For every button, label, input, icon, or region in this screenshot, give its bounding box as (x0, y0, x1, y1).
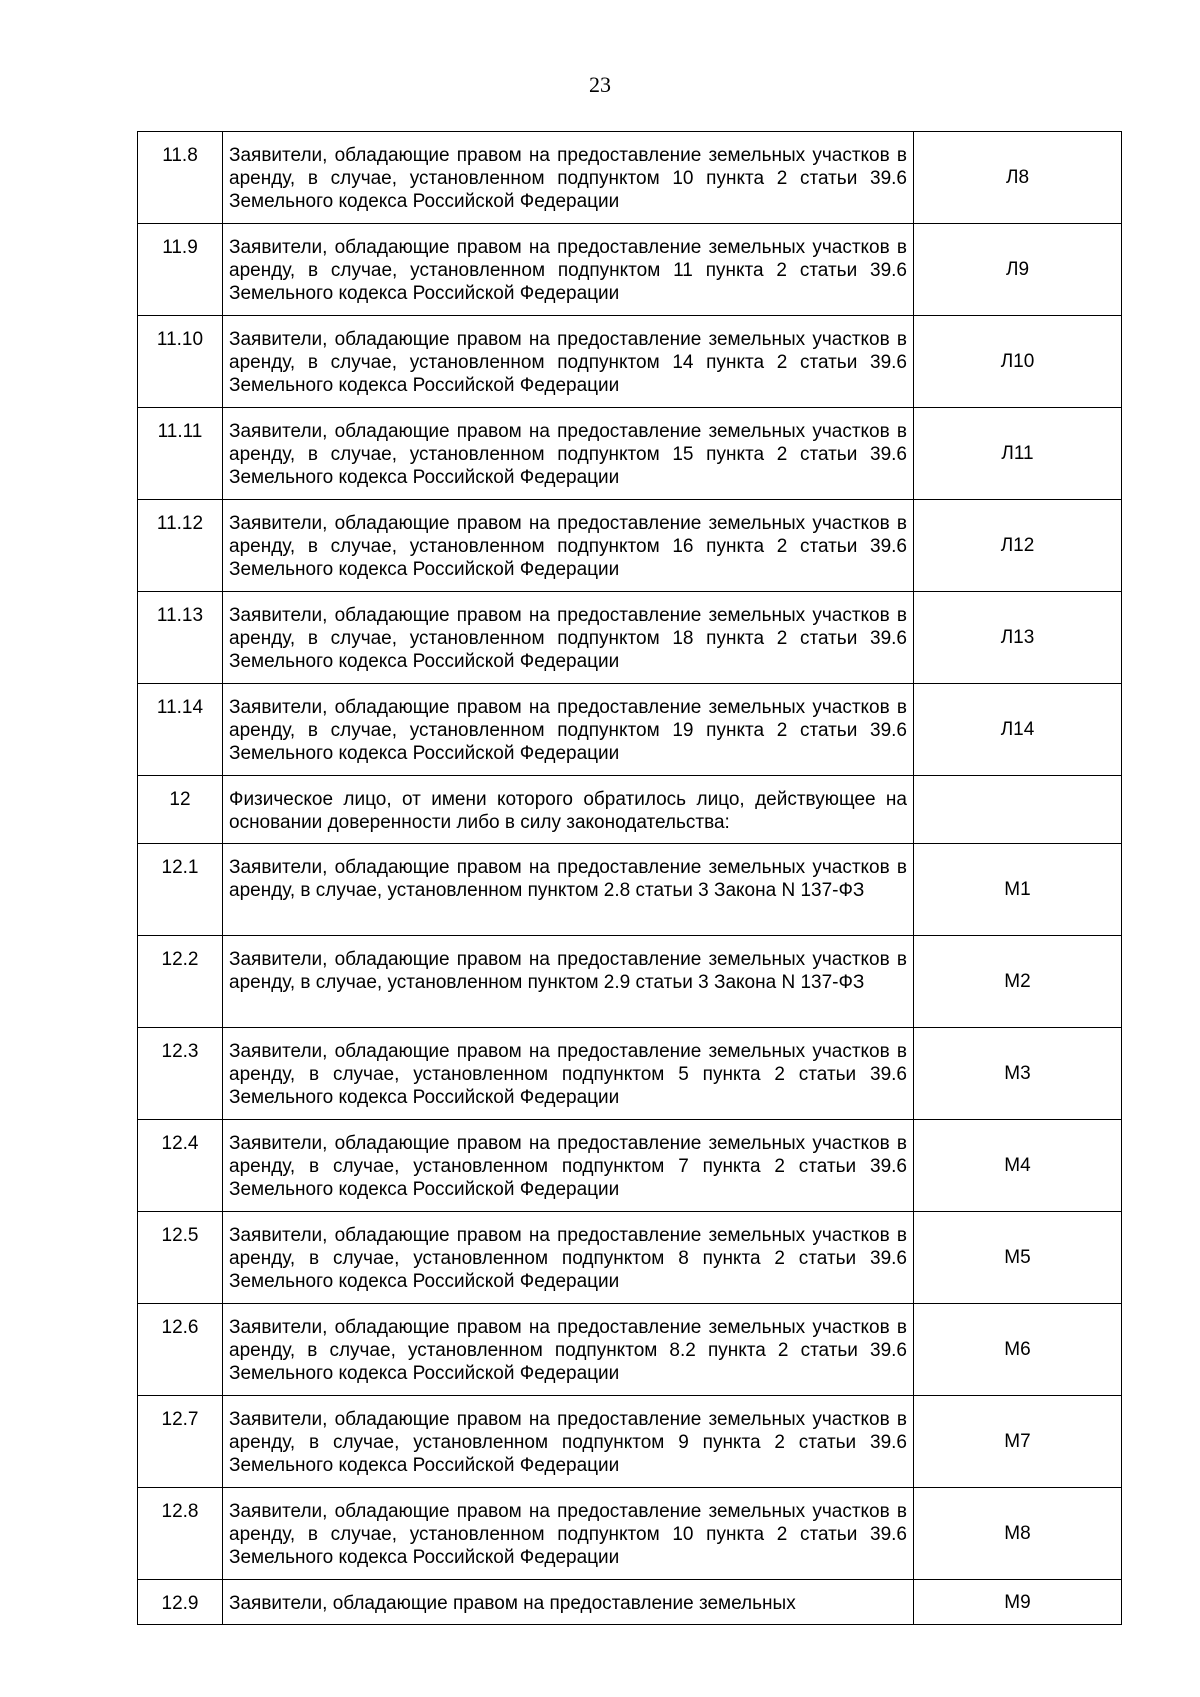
row-code: Л8 (914, 132, 1122, 224)
row-code: М3 (914, 1028, 1122, 1120)
row-number: 11.11 (138, 408, 223, 500)
row-number: 12 (138, 776, 223, 844)
row-number: 12.3 (138, 1028, 223, 1120)
table-row (138, 1488, 1122, 1580)
row-number: 12.1 (138, 844, 223, 936)
row-number: 12.5 (138, 1212, 223, 1304)
row-number: 11.13 (138, 592, 223, 684)
row-number: 11.12 (138, 500, 223, 592)
table-row (138, 1304, 1122, 1396)
row-description: Заявители, обладающие правом на предоставление земельных участков в аренду, в случае, установленном подпунктом 5 пункта 2 статьи 39.6 Земельного кодекса Российской Федерации (223, 1028, 914, 1120)
table-row (138, 132, 1122, 224)
row-number: 12.7 (138, 1396, 223, 1488)
row-code (914, 776, 1122, 844)
table-row (138, 1580, 1122, 1625)
table-row (138, 1028, 1122, 1120)
page-number: 23 (589, 72, 611, 97)
table-row (138, 684, 1122, 776)
row-code: М1 (914, 844, 1122, 936)
row-code: Л13 (914, 592, 1122, 684)
row-description: Заявители, обладающие правом на предоставление земельных участков в аренду, в случае, установленном подпунктом 18 пункта 2 статьи 39.6 Земельного кодекса Российской Федерации (223, 592, 914, 684)
table-row (138, 844, 1122, 936)
row-description: Заявители, обладающие правом на предоставление земельных участков в аренду, в случае, установленном подпунктом 14 пункта 2 статьи 39.6 Земельного кодекса Российской Федерации (223, 316, 914, 408)
row-code: М7 (914, 1396, 1122, 1488)
applicant-categories-table (137, 131, 1122, 1625)
table-row (138, 592, 1122, 684)
row-number: 12.4 (138, 1120, 223, 1212)
row-description: Заявители, обладающие правом на предоставление земельных (223, 1580, 914, 1625)
row-description: Заявители, обладающие правом на предоставление земельных участков в аренду, в случае, установленном подпунктом 19 пункта 2 статьи 39.6 Земельного кодекса Российской Федерации (223, 684, 914, 776)
row-number: 12.2 (138, 936, 223, 1028)
row-number: 11.8 (138, 132, 223, 224)
row-number: 11.10 (138, 316, 223, 408)
row-description: Заявители, обладающие правом на предоставление земельных участков в аренду, в случае, установленном подпунктом 8 пункта 2 статьи 39.6 Земельного кодекса Российской Федерации (223, 1212, 914, 1304)
row-description: Заявители, обладающие правом на предоставление земельных участков в аренду, в случае, установленном подпунктом 11 пункта 2 статьи 39.6 Земельного кодекса Российской Федерации (223, 224, 914, 316)
table-row (138, 1212, 1122, 1304)
row-code: М2 (914, 936, 1122, 1028)
table-row (138, 224, 1122, 316)
row-number: 11.9 (138, 224, 223, 316)
row-description: Заявители, обладающие правом на предоставление земельных участков в аренду, в случае, установленном пунктом 2.9 статьи 3 Закона N 137-ФЗ (223, 936, 914, 1028)
row-description: Заявители, обладающие правом на предоставление земельных участков в аренду, в случае, установленном подпунктом 10 пункта 2 статьи 39.6 Земельного кодекса Российской Федерации (223, 132, 914, 224)
row-description: Заявители, обладающие правом на предоставление земельных участков в аренду, в случае, установленном подпунктом 10 пункта 2 статьи 39.6 Земельного кодекса Российской Федерации (223, 1488, 914, 1580)
row-number: 12.9 (138, 1580, 223, 1625)
table-row (138, 500, 1122, 592)
table-row (138, 936, 1122, 1028)
row-number: 12.8 (138, 1488, 223, 1580)
row-number: 11.14 (138, 684, 223, 776)
row-code: М9 (914, 1580, 1122, 1625)
row-description: Заявители, обладающие правом на предоставление земельных участков в аренду, в случае, установленном подпунктом 9 пункта 2 статьи 39.6 Земельного кодекса Российской Федерации (223, 1396, 914, 1488)
row-code: Л10 (914, 316, 1122, 408)
table-row (138, 1396, 1122, 1488)
row-description: Физическое лицо, от имени которого обратилось лицо, действующее на основании доверенности либо в силу законодательства: (223, 776, 914, 844)
row-description: Заявители, обладающие правом на предоставление земельных участков в аренду, в случае, установленном пунктом 2.8 статьи 3 Закона N 137-ФЗ (223, 844, 914, 936)
row-number: 12.6 (138, 1304, 223, 1396)
row-description: Заявители, обладающие правом на предоставление земельных участков в аренду, в случае, установленном подпунктом 7 пункта 2 статьи 39.6 Земельного кодекса Российской Федерации (223, 1120, 914, 1212)
row-code: М5 (914, 1212, 1122, 1304)
table-row (138, 1120, 1122, 1212)
row-code: М4 (914, 1120, 1122, 1212)
row-description: Заявители, обладающие правом на предоставление земельных участков в аренду, в случае, установленном подпунктом 15 пункта 2 статьи 39.6 Земельного кодекса Российской Федерации (223, 408, 914, 500)
row-description: Заявители, обладающие правом на предоставление земельных участков в аренду, в случае, установленном подпунктом 16 пункта 2 статьи 39.6 Земельного кодекса Российской Федерации (223, 500, 914, 592)
row-code: Л12 (914, 500, 1122, 592)
row-code: М8 (914, 1488, 1122, 1580)
table-section-row (138, 776, 1122, 844)
row-code: Л9 (914, 224, 1122, 316)
row-code: М6 (914, 1304, 1122, 1396)
table-row (138, 316, 1122, 408)
row-description: Заявители, обладающие правом на предоставление земельных участков в аренду, в случае, установленном подпунктом 8.2 пункта 2 статьи 39.6 Земельного кодекса Российской Федерации (223, 1304, 914, 1396)
row-code: Л11 (914, 408, 1122, 500)
row-code: Л14 (914, 684, 1122, 776)
table-row (138, 408, 1122, 500)
